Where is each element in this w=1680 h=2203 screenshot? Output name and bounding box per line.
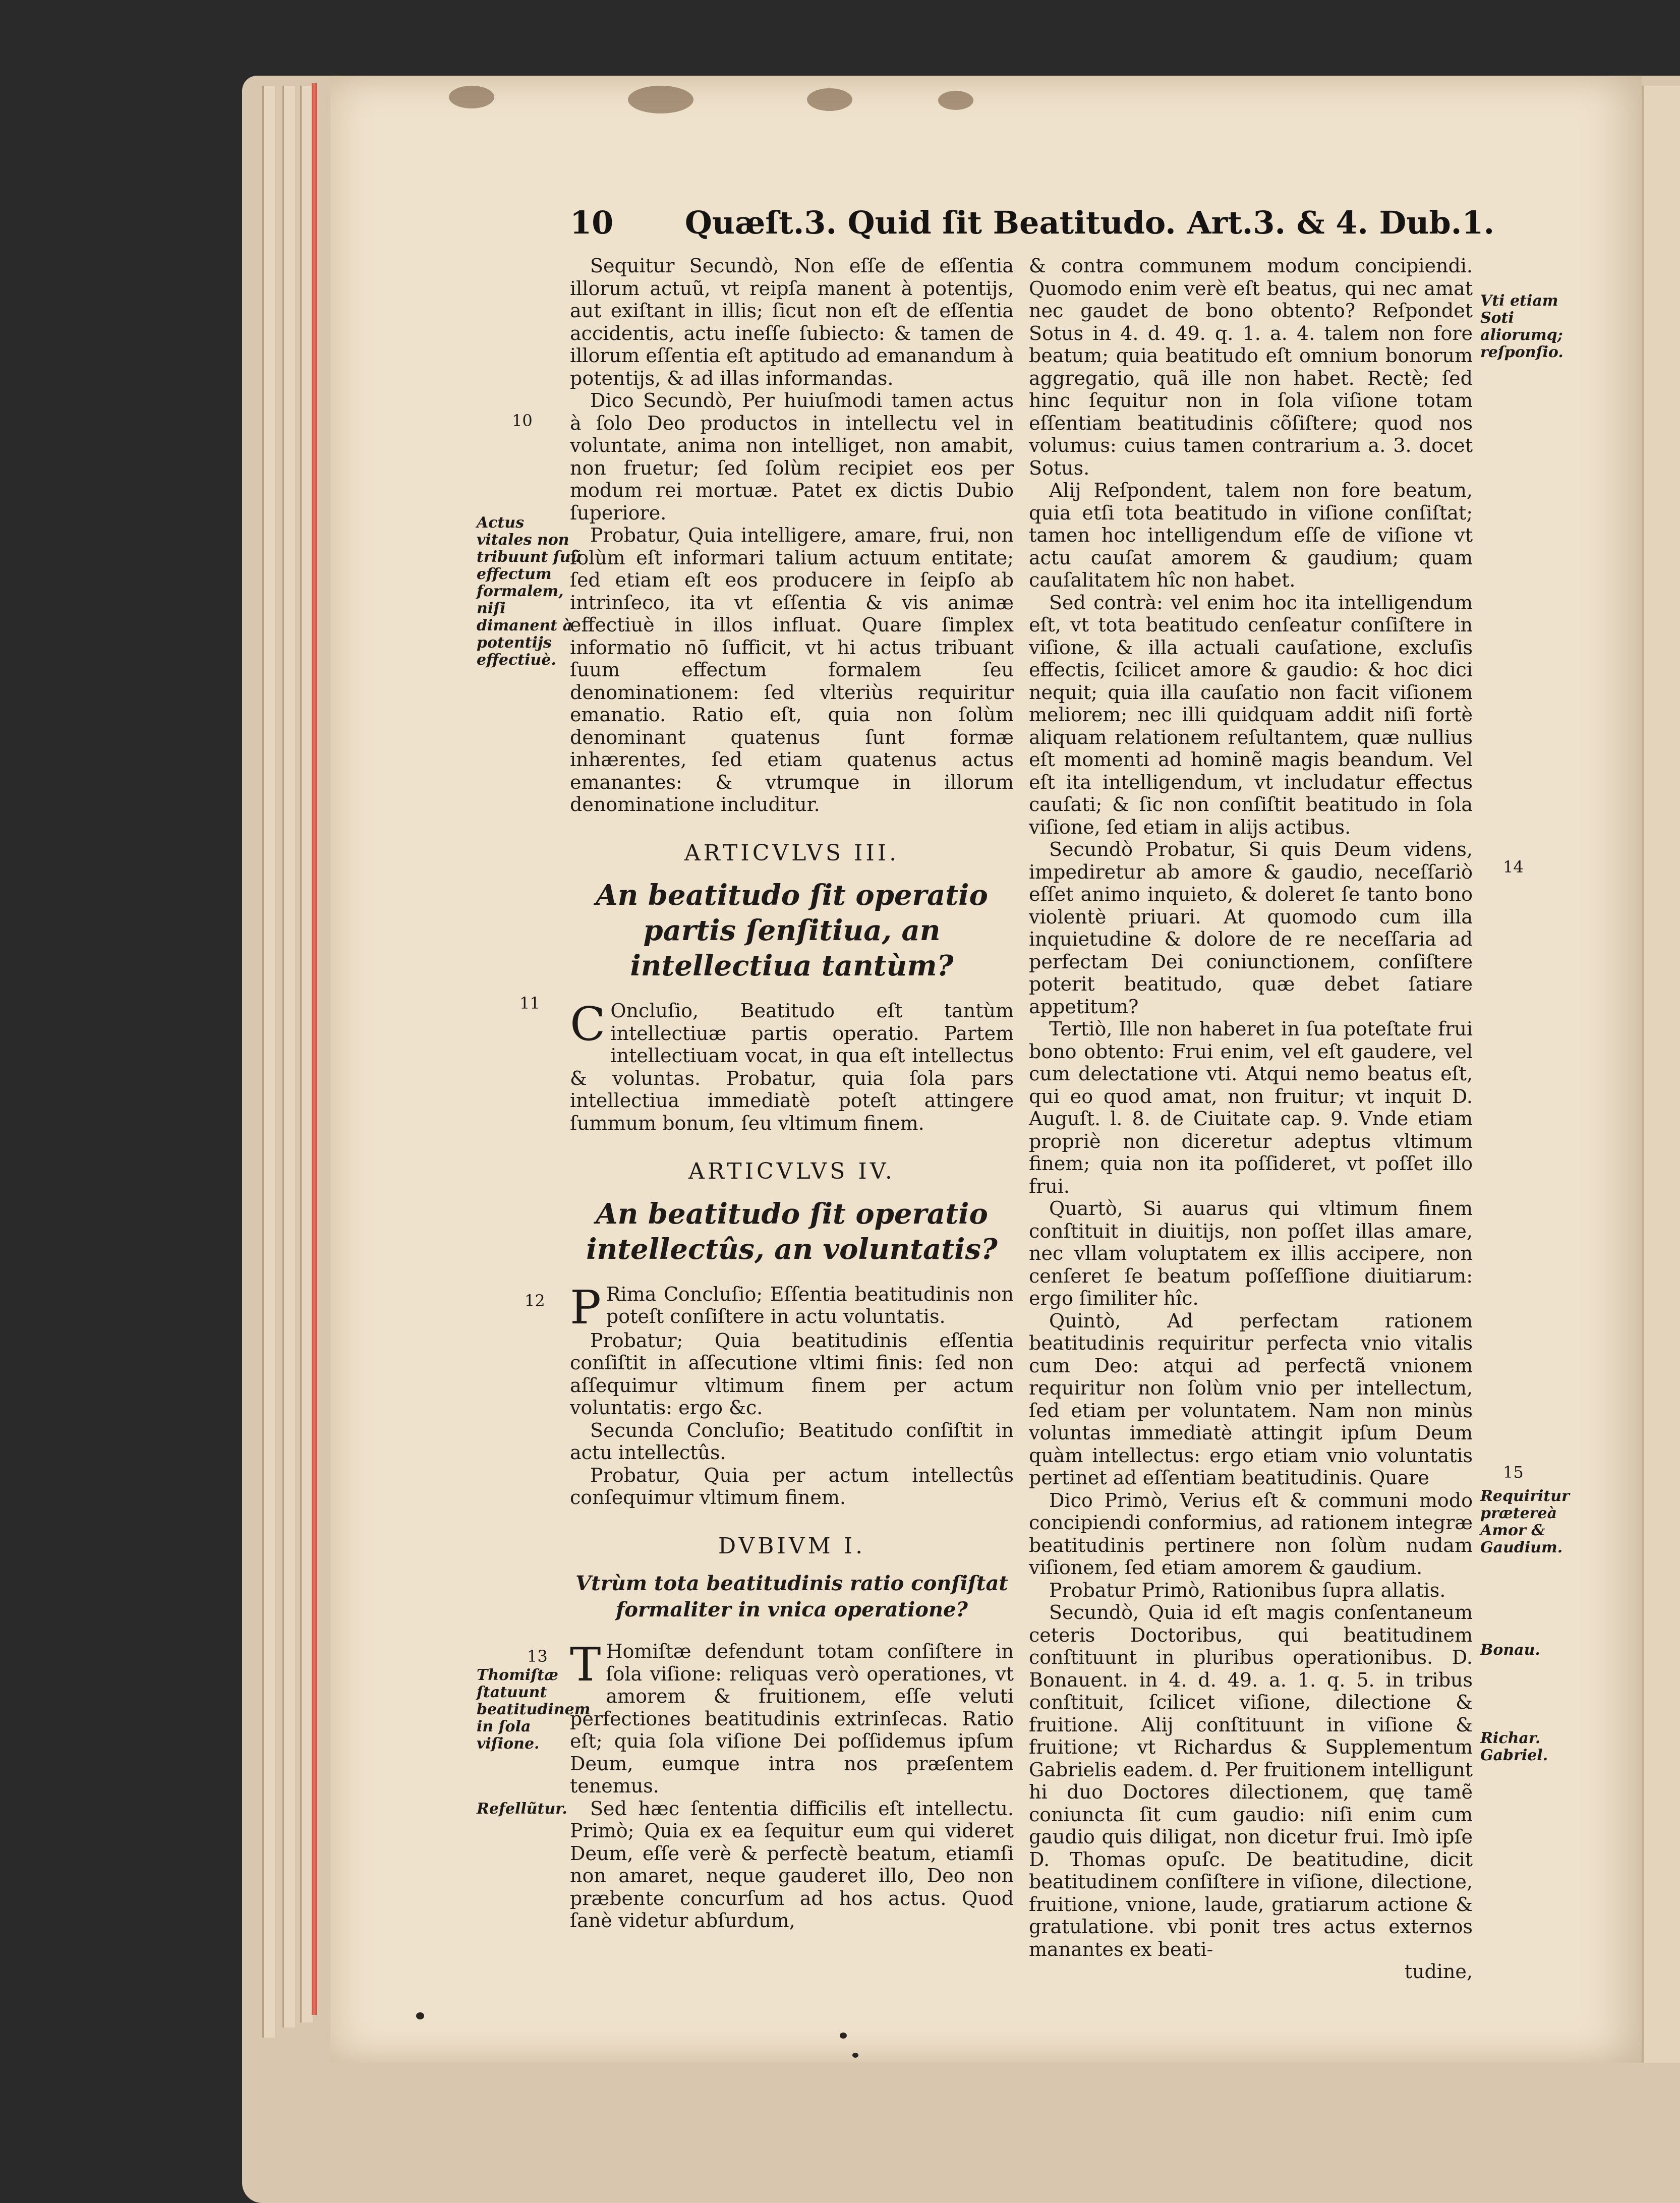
page-edges — [300, 86, 313, 2022]
paragraph: Quartò, Si auarus qui vltimum finem conſtituit in diuitijs, non poſſet illas amare, nec vllam voluptatem ex illis accipere, non cenſeret ſe beatum poſſeſſione diuitiarum: ergo ſimiliter hîc. — [1029, 1197, 1473, 1309]
ink-stain — [628, 86, 693, 113]
article-heading: ARTICVLVS III. — [684, 840, 900, 866]
paragraph: T Homiſtæ defendunt totam conſiſtere in ſola viſione: reliquas verò operationes, vt amorem & fruitionem, eſſe veluti perfectiones beatitudinis extrinſecas. Ratio eſt; quia ſola viſione Dei poſſidemus ipſum Deum, eumque intra nos præſentem tenemus. — [570, 1638, 1014, 1797]
paragraph: Secunda Concluſio; Beatitudo conſiſtit in actu intellectûs. — [570, 1419, 1014, 1464]
drop-cap: T — [570, 1638, 601, 1692]
catchword: tudine, — [1404, 1960, 1473, 1983]
paragraph: Sed hæc ſententia difficilis eſt intellectu. Primò; Quia ex ea ſequitur eum qui videret Deum, eſſe verè & perfectè beatum, etiamſi non amaret, neque gauderet illo, Deo non præbente concurſum ad hos actus. Quod ſanè videtur abſurdum, — [570, 1797, 1014, 1932]
paragraph: C Oncluſio, Beatitudo eſt tantùm intellectiuæ partis operatio. Partem intellectiuam vocat, in qua eſt intellectus & voluntas. Probatur, quia ſola pars intellectiua immediatè poteſt attingere ſummum bonum, ſeu vltimum finem. — [570, 997, 1014, 1134]
paragraph: Quintò, Ad perfectam rationem beatitudinis requiritur perfecta vnio vitalis cum Deo: atqui ad perfectã vnionem requiritur non ſolùm vnio per intellectum, ſed etiam per voluntatem. Nam non minùs voluntas immediatè attingit ipſum Deum quàm intellectus: ergo etiam vnio voluntatis pertinet ad eſſentiam beatitudinis. Quare — [1029, 1309, 1473, 1489]
ink-stain — [938, 91, 973, 110]
running-header — [570, 204, 1494, 241]
ink-spot — [416, 2012, 424, 2019]
ink-stain — [449, 86, 494, 108]
paragraph: P Rima Concluſio; Eſſentia beatitudinis non poteſt conſiſtere in actu voluntatis. — [570, 1280, 1014, 1335]
paragraph: Dico Primò, Verius eſt & communi modo concipiendi conformius, ad rationem integræ beatitudinis pertinere non ſolùm nudam viſionem, ſed etiam amorem & gaudium. — [1029, 1489, 1473, 1579]
page-edges — [262, 86, 275, 2038]
paragraph: Probatur; Quia beatitudinis eſſentia conſiſtit in aſſecutione vltimi finis: ſed non aſſequimur vltimum finem per actum voluntatis: ergo &c. — [570, 1329, 1014, 1419]
paragraph: Sequitur Secundò, Non eſſe de eſſentia illorum actuũ, vt reipſa manent à potentijs, aut exiſtant in illis; ſicut non eſt de eſſentia accidentis, actu ineſſe ſubiecto: & tamen de illorum eſſentia eſt aptitudo ad emanandum à potentijs, & ad illas informandas. — [570, 255, 1014, 389]
margin-number: 15 — [1503, 1463, 1524, 1482]
paragraph: Alij Reſpondent, talem non fore beatum, quia etſi tota beatitudo in viſione conſiſtat; tamen hoc intelligendum eſſe de viſione vt actu cauſat amorem & gaudium; quam cauſalitatem hîc non habet. — [1029, 479, 1473, 591]
paragraph: & contra communem modum concipiendi. Quomodo enim verè eſt beatus, qui nec amat nec gaudet de bono obtento? Reſpondet Sotus in 4. d. 49. q. 1. a. 4. talem non fore beatum; quia beatitudo eſt omnium bonorum aggregatio, quã ille non habet. Rectè; ſed hinc ſequitur non in ſola viſione totam eſſentiam beatitudinis cõſiſtere; quod nos volumus: cuius tamen contrarium a. 3. docet Sotus. — [1029, 255, 1473, 479]
margin-note: Requiritur prætereà Amor & Gaudium. — [1480, 1487, 1570, 1556]
red-page-edge — [312, 83, 317, 2015]
drop-cap: C — [570, 997, 606, 1051]
margin-note: Richar. Gabriel. — [1480, 1729, 1548, 1764]
dubium-title: Vtrùm tota beatitudinis ratio conſiſtat formaliter in vnica operatione? — [575, 1572, 1008, 1621]
ink-spot — [840, 2033, 847, 2039]
margin-number: 12 — [525, 1291, 545, 1310]
margin-note: Bonau. — [1480, 1641, 1540, 1659]
article-title: An beatitudo ſit operatio intellectûs, an voluntatis? — [586, 1197, 998, 1266]
paragraph: Secundò, Quia id eſt magis conſentaneum ceteris Doctoribus, qui beatitudinem conſtituunt in pluribus operationibus. D. Bonauent. in 4. d. 49. a. 1. q. 5. in tribus conſtituit, ſcilicet viſione, dilectione & fruitione. Alij conſtituunt in viſione & fruitione; vt Richardus & Supplementum Gabrielis eadem. d. Per fruitionem intelligunt hi duo Doctores dilectionem, quę tamẽ coniuncta ſit cum gaudio: niſi enim cum gaudio quis diligat, non dicetur frui. Imò ipſe D. Thomas opuſc. De beatitudine, dicit beatitudinem conſiſtere in viſione, dilectione, fruitione, vnione, laude, gratiarum actione & gratulatione. vbi ponit tres actus externos manantes ex beati- — [1029, 1601, 1473, 1960]
margin-note: Thomiſtæ ſtatuunt beatitudinem in ſola viſione. — [477, 1666, 591, 1753]
facing-page-edge — [1642, 86, 1680, 2063]
margin-number: 10 — [512, 411, 533, 430]
page-number: 10 — [570, 204, 614, 241]
running-head: Quæſt.3. Quid ſit Beatitudo. Art.3. & 4. Dub.1. — [684, 204, 1495, 241]
paragraph: Dico Secundò, Per huiuſmodi tamen actus à ſolo Deo productos in intellectu vel in voluntate, anima non intelliget, non amabit, non fruetur; ſed ſolùm recipiet eos per modum rei mortuæ. Patet ex dictis Dubio ſuperiore. — [570, 389, 1014, 524]
paragraph: Probatur Primò, Rationibus ſupra allatis. — [1049, 1579, 1446, 1601]
right-column — [1029, 255, 1473, 1983]
margin-note: Refellũtur. — [477, 1800, 567, 1818]
margin-number: 14 — [1503, 857, 1524, 877]
margin-note: Actus vitales non tribuunt ſuũ effectum formalem, niſi dimanent à potentijs effectiuè. — [477, 514, 582, 669]
margin-number: 11 — [519, 994, 540, 1013]
margin-note: Vti etiam Soti aliorumq; reſponſio. — [1480, 292, 1563, 361]
drop-cap: P — [570, 1280, 601, 1335]
ink-stain — [807, 88, 852, 111]
paragraph: Probatur, Quia per actum intellectûs conſequimur vltimum finem. — [570, 1464, 1014, 1509]
paragraph: Tertiò, Ille non haberet in ſua poteſtate frui bono obtento: Frui enim, vel eſt gaudere, vel cum delectatione vti. Atqui nemo beatus eſt, qui eo quod amat, non fruitur; vt inquit D. Auguſt. l. 8. de Ciuitate cap. 9. Vnde etiam propriè non diceretur adeptus vltimum finem; quia non ita poſſideret, vt poſſet illo frui. — [1029, 1018, 1473, 1197]
page-edges — [282, 86, 295, 2027]
article-heading: ARTICVLVS IV. — [688, 1158, 895, 1184]
left-column — [570, 255, 1014, 1932]
paragraph: Probatur, Quia intelligere, amare, frui, non ſolùm eſt informari talium actuum entitate; ſed etiam eſt eos producere in ſeipſo ab intrinſeco, ita vt eſſentia & vis animæ effectiuè in illos influat. Quare ſimplex informatio nō ſufficit, vt hi actus tribuant ſuum effectum formalem ſeu denominationem: ſed vlteriùs requiritur emanatio. Ratio eſt, quia non ſolùm denominant quatenus ſunt formæ inhærentes, ſed etiam quatenus actus emanantes: & vtrumque in illorum denominatione includitur. — [570, 524, 1014, 816]
paragraph: Secundò Probatur, Si quis Deum videns, impediretur ab amore & gaudio, neceſſariò eſſet animo inquieto, & doleret ſe tanto bono violentè priuari. At quomodo cum illa inquietudine & dolore de re neceſſaria ad perfectam Dei coniunctionem, conſiſtere poterit beatitudo, quæ debet ſatiare appetitum? — [1029, 838, 1473, 1018]
paragraph: Sed contrà: vel enim hoc ita intelligendum eſt, vt tota beatitudo cenſeatur conſiſtere in viſione, & illa actuali cauſatione, excluſis effectis, ſcilicet amore & gaudio: & hoc dici nequit; quia illa cauſatio non facit viſionem meliorem; nec illi quidquam addit niſi fortè aliquam relationem reſultantem, quæ nullius eſt momenti ad hominẽ magis beandum. Vel eſt ita intelligendum, vt includatur effectus cauſati; & ſic non conſiſtit beatitudo in ſola viſione, ſed etiam in alijs actibus. — [1029, 591, 1473, 838]
margin-number: 13 — [527, 1647, 548, 1666]
dubium-heading: DVBIVM I. — [718, 1533, 866, 1559]
ink-spot — [852, 2053, 858, 2058]
article-title: An beatitudo ſit operatio partis ſenſitiua, an intellectiua tantùm? — [596, 879, 988, 982]
